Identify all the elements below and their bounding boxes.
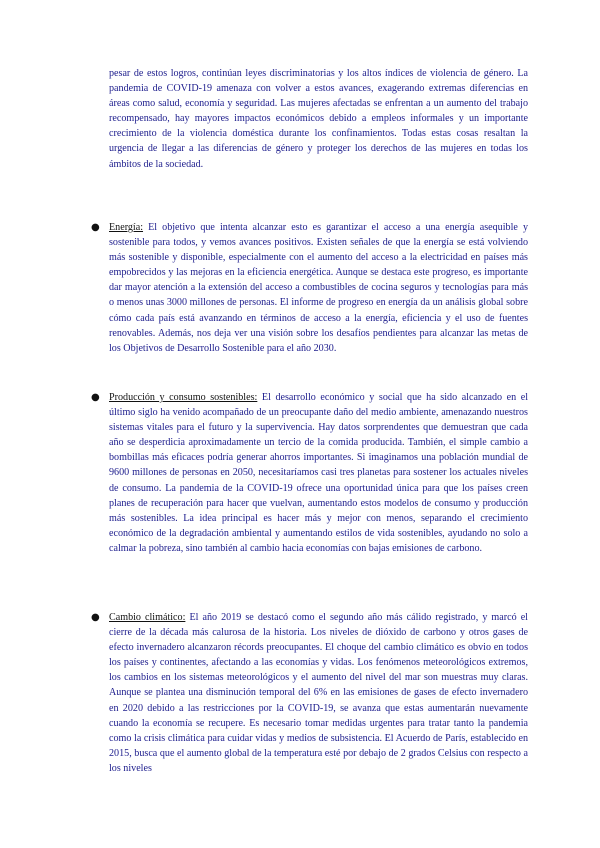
section-body: El desarrollo económico y social que ha sido alcanzado en el último siglo ha venido acompañado de un preocupante daño del medio ambiente, amenazando nuestros sistemas vitales para el futuro y la supervivencia. Hay datos sorprendentes que demuestran que cada año se desperdicia aproximadamente un tercio de la comida producida. También, el simple cambio a bombillas más eficaces podría generar ahorros importantes. Si imaginamos una población mundial de 9600 millones de personas en 2050, necesitaríamos casi tres planetas para sostener los actuales niveles de consumo. La pandemia de la COVID-19 ofrece una oportunidad única para que los países creen planes de recuperación para hacer que vuelvan, aumentando estos modelos de consumo y producción más sostenibles. La idea principal es hacer más y mejor con menos, separando el crecimiento económico de la degradación ambiental y aumentando estilos de vida sostenibles, ayudando no solo a calmar la pobreza, sino también al cambio hacia economías con bajas emisiones de carbono. (109, 392, 529, 554)
section-heading: Cambio climático: (109, 612, 186, 623)
section-produccion-consumo (91, 390, 529, 556)
section-body: El objetivo que intenta alcanzar esto es garantizar el acceso a una energía asequible y sostenible para todos, y vemos avances positivos. Existen señales de que la energía se está volviendo más sostenible y disponible, especialmente con el aumento del acceso a la electricidad en países más empobrecidos y las mejoras en la eficiencia energética. Aunque se destaca este progreso, es importante dar mayor atención a la extensión del acceso a combustibles de cocina seguros y tecnologías para más o menos unas 3000 millones de personas. El informe de progreso en energía da un análisis global sobre cómo cada país está avanzando en términos de acceso a la energía, eficiencia y el uso de fuentes renovables. Además, nos deja ver una visión sobre los desafíos pendientes para alcanzar las metas de los Objetivos de Desarrollo Sostenible para el año 2030. (109, 222, 528, 354)
section-energia (91, 220, 528, 356)
section-body: El año 2019 se destacó como el segundo año más cálido registrado, y marcó el cierre de la década más calurosa de la historia. Los niveles de dióxido de carbono y otros gases de efecto invernadero alcanzaron récords preocupantes. El choque del cambio climático es obvio en todos los países y continentes, afectando a las economías y vidas. Los fenómenos meteorológicos extremos, los cambios en los sistemas meteorológicos y el aumento del nivel del mar son muestras muy claras. Aunque se planteа una disminución temporal del 6% en las emisiones de gases de efecto invernadero en 2020 debido a las restricciones por la COVID-19, se avanza que estas aumentarán nuevamente cuando la economía se recupere. Es necesario tomar medidas urgentes para tratar tanto la pandemia como la crisis climática para cuidar vidas y medios de subsistencia. El Acuerdo de París, establecido en 2015, busca que el aumento global de la temperatura esté por debajo de 2 grados Celsius con respecto a los niveles (109, 612, 528, 774)
section-heading: Energía: (109, 222, 144, 233)
bullet-icon: ● (91, 392, 100, 403)
section-heading: Producción y consumo sostenibles: (109, 392, 258, 403)
section-cambio-climatico (91, 610, 528, 776)
bullet-icon: ● (91, 612, 100, 623)
intro-paragraph: pesar de estos logros, continúan leyes discriminatorias y los altos índices de violencia de género. La pandemia de COVID-19 amenaza con volver a estos avances, exagerando extremas diferencias en áreas como salud, economía y seguridad. Las mujeres afectadas se enfrentan a un aumento del trabajo recompensado, hay mayores impactos económicos debido a empleos informales y un importante crecimiento de la violencia doméstica durante los confinamientos. Todas estas cosas resaltan la urgencia de llegar a las diferencias de género y proteger los derechos de las mujeres en todas los ámbitos de la sociedad. (109, 68, 528, 170)
bullet-icon: ● (91, 222, 100, 233)
